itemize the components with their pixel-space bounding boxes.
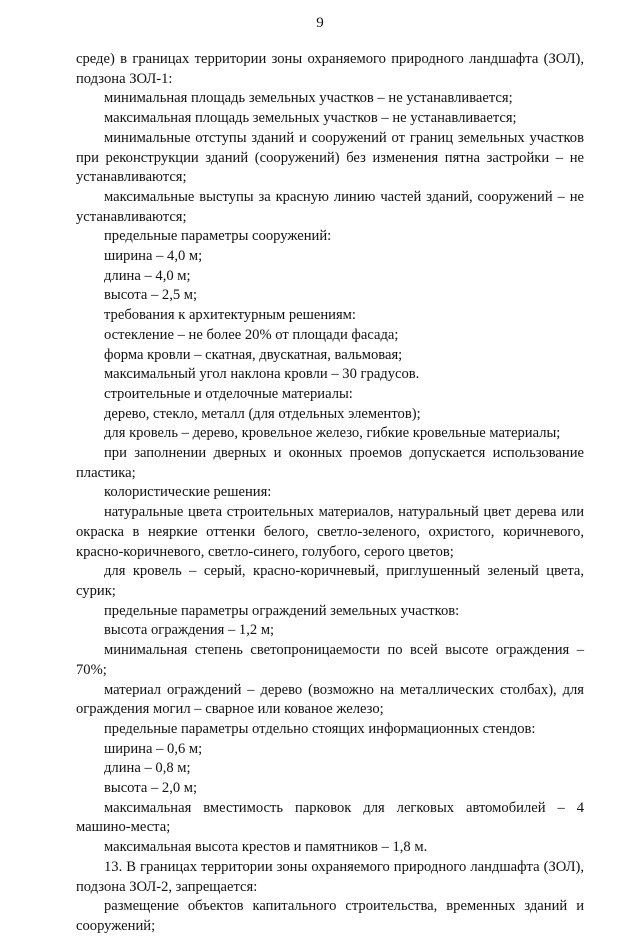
paragraph: длина – 4,0 м; [104, 267, 191, 284]
paragraph: строительные и отделочные материалы: [104, 385, 353, 402]
paragraph: ширина – 4,0 м; [104, 248, 203, 265]
paragraph: минимальная степень светопроницаемости по всей высоте ограждения – 70%; [76, 642, 584, 678]
paragraph: натуральные цвета строительных материалов, натуральный цвет дерева или окраска в неяркие оттенки белого, светло-зеленого, охристого, коричневого, красно-коричневого, светло-синего, голубого, серого цветов; [76, 504, 584, 560]
document-body [76, 50, 584, 937]
paragraph: максимальная высота крестов и памятников – 1,8 м. [104, 839, 428, 856]
paragraph: высота ограждения – 1,2 м; [104, 622, 275, 639]
paragraph: максимальная вместимость парковок для легковых автомобилей – 4 машино-места; [76, 799, 584, 836]
paragraph: форма кровли – скатная, двускатная, вальмовая; [104, 346, 403, 363]
paragraph: для кровель – серый, красно-коричневый, приглушенный зеленый цвета, сурик; [76, 563, 584, 599]
paragraph: среде) в границах территории зоны охраняемого природного ландшафта (ЗОЛ), подзона ЗОЛ-1: [76, 51, 584, 87]
paragraph: 13. В границах территории зоны охраняемого природного ландшафта (ЗОЛ), подзона ЗОЛ-2, запрещается: [76, 858, 584, 895]
paragraph: максимальный угол наклона кровли – 30 градусов. [104, 366, 420, 383]
paragraph: предельные параметры отдельно стоящих информационных стендов: [104, 720, 536, 737]
paragraph: материал ограждений – дерево (возможно на металлических столбах), для ограждения могил – сварное или кованое железо; [76, 681, 584, 718]
paragraph: размещение объектов капитального строительства, временных зданий и сооружений; [76, 898, 584, 934]
paragraph: при заполнении дверных и оконных проемов допускается использование пластика; [76, 445, 584, 481]
paragraph: остекление – не более 20% от площади фасада; [104, 326, 399, 343]
paragraph: высота – 2,0 м; [104, 780, 198, 797]
paragraph: минимальная площадь земельных участков – не устанавливается; [104, 90, 513, 107]
paragraph: требования к архитектурным решениям: [104, 307, 356, 324]
paragraph: максимальная площадь земельных участков – не устанавливается; [104, 110, 517, 127]
paragraph: ширина – 0,6 м; [104, 740, 203, 757]
paragraph: для кровель – дерево, кровельное железо, гибкие кровельные материалы; [104, 425, 561, 442]
paragraph: высота – 2,5 м; [104, 287, 198, 304]
paragraph: предельные параметры сооружений: [104, 228, 332, 245]
paragraph: предельные параметры ограждений земельных участков: [104, 602, 460, 619]
paragraph: дерево, стекло, металл (для отдельных элементов); [104, 405, 421, 422]
page-number: 9 [316, 15, 324, 31]
paragraph: максимальные выступы за красную линию частей зданий, сооружений – не устанавливаются; [76, 188, 584, 225]
paragraph: минимальные отступы зданий и сооружений от границ земельных участков при реконструкции зданий (сооружений) без изменения пятна застройки – не устанавливаются; [76, 129, 584, 186]
paragraph: колористические решения: [104, 484, 272, 501]
paragraph: длина – 0,8 м; [104, 760, 191, 777]
